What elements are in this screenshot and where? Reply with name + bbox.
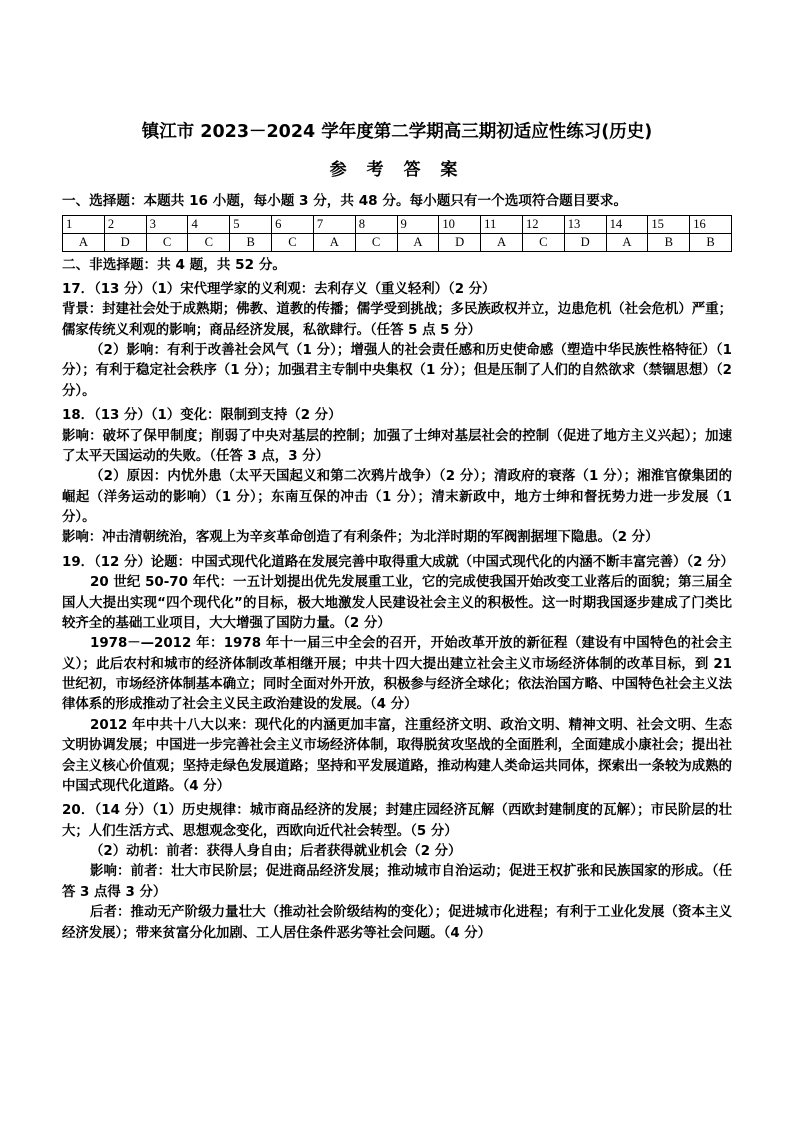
answer-line: （2）原因：内忧外患（太平天国起义和第二次鸦片战争）（2 分）；清政府的衰落（1 分）；湘淮官僚集团的崛起（洋务运动的影响）（1 分）；东南互保的冲击（1 分）；清末新政中，地方士绅和督抚势力进一步发展（1 分）。 — [62, 469, 733, 526]
answer-line: 19．（12 分）论题：中国式现代化道路在发展完善中取得重大成就（中国式现代化的内涵不断丰富完善）（2 分） — [62, 554, 734, 570]
answer-key-subtitle: 参 考 答 案 — [329, 159, 465, 180]
answer-value-cell: D — [564, 234, 606, 252]
answer-line: 影响：破坏了保甲制度；削弱了中央对基层的控制；加强了士绅对基层社会的控制（促进了地方主义兴起）；加速了太平天国运动的失败。（任答 3 点，3 分） — [62, 428, 732, 464]
answer-line: 影响：冲击清朝统治，客观上为辛亥革命创造了有利条件；为北洋时期的军阀割据埋下隐患。（2 分） — [62, 530, 659, 546]
answer-line: （2）影响：有利于改善社会风气（1 分）；增强人的社会责任感和历史使命感（塑造中华民族性格特征）（1 分）；有利于稳定社会秩序（1 分）；加强君主专制中央集权（1 分）；但是压制了人们的自然欲求（禁锢思想）（2 分）。 — [62, 343, 732, 399]
question-block-19 — [62, 553, 732, 798]
answer-line: 20 世纪 50-70 年代：一五计划提出优先发展重工业，它的完成使我国开始改变工业落后的面貌；第三届全国人大提出实现“四个现代化”的目标，极大地激发人民建设社会主义的积极性。这一时期我国逐步建成了门类比较齐全的基础工业项目，大大增强了国防力量。（2 分） — [62, 575, 732, 631]
answer-table-wrapper — [62, 215, 732, 252]
question-block-17 — [62, 280, 732, 402]
answer-line: 20．（14 分）（1）历史规律：城市商品经济的发展；封建庄园经济瓦解（西欧封建制度的瓦解）；市民阶层的壮大；人们生活方式、思想观念变化，西欧向近代社会转型。（5 分） — [62, 803, 732, 839]
answer-number-cell: 4 — [188, 216, 230, 234]
answer-line: 1978－—2012 年：1978 年十一届三中全会的召开，开始改革开放的新征程（建设有中国特色的社会主义）；此后农村和城市的经济体制改革相继开展；中共十四大提出建立社会主义市场经济体制的改革目标，到 21 世纪初，市场经济体制基本确立；同时全面对外开放，积极参与经济全球化；依法治国方略、中国特色社会主义法律体系的形成推动了社会主义民主政治建设的发展。（4 分） — [62, 636, 732, 713]
answer-value-cell: D — [439, 234, 481, 252]
answer-line: 背景：封建社会处于成熟期；佛教、道教的传播；儒学受到挑战；多民族政权并立，边患危机（社会危机）严重；儒家传统义利观的影响；商品经济发展，私欲肆行。（任答 5 点 5 分） — [62, 302, 732, 338]
answer-value-cell: C — [272, 234, 314, 252]
answer-number-cell: 7 — [313, 216, 355, 234]
answer-value-cell: A — [481, 234, 523, 252]
answer-line: 影响：前者：壮大市民阶层；促进商品经济发展；推动城市自治运动；促进王权扩张和民族国家的形成。（任答 3 点得 3 分） — [62, 864, 732, 900]
answer-number-cell: 11 — [481, 216, 523, 234]
answer-value-cell: A — [313, 234, 355, 252]
answer-number-cell: 3 — [146, 216, 188, 234]
answer-number-cell: 13 — [564, 216, 606, 234]
answer-value-cell: B — [230, 234, 272, 252]
answer-value-cell: A — [397, 234, 439, 252]
answer-value-cell: A — [606, 234, 648, 252]
answer-value-cell: C — [522, 234, 564, 252]
answer-number-cell: 1 — [63, 216, 105, 234]
answer-line: （2）动机：前者：获得人身自由；后者获得就业机会（2 分） — [90, 844, 462, 860]
answer-number-cell: 10 — [439, 216, 481, 234]
answer-number-cell: 2 — [104, 216, 146, 234]
question-block-18 — [62, 406, 732, 549]
answer-value-cell: D — [104, 234, 146, 252]
answer-value-cell: A — [63, 234, 105, 252]
answer-value-cell: B — [690, 234, 732, 252]
answer-line: 18．（13 分）（1）变化：限制到支持（2 分） — [62, 408, 342, 424]
answer-value-cell: C — [146, 234, 188, 252]
answer-number-cell: 5 — [230, 216, 272, 234]
multiple-choice-heading: 一、选择题：本题共 16 小题，每小题 3 分，共 48 分。每小题只有一个选项符合题目要求。 — [62, 192, 628, 209]
short-answer-heading: 二、非选择题：共 4 题，共 52 分。 — [62, 257, 287, 274]
answer-value-cell: B — [648, 234, 690, 252]
question-block-20 — [62, 801, 732, 944]
answer-number-cell: 15 — [648, 216, 690, 234]
answer-number-cell: 12 — [522, 216, 564, 234]
answer-line: 2012 年中共十八大以来：现代化的内涵更加丰富，注重经济文明、政治文明、精神文明、社会文明、生态文明协调发展；中国进一步完善社会主义市场经济体制，取得脱贫攻坚战的全面胜利，全面建成小康社会；提出社会主义核心价值观；坚持走绿色发展道路；坚持和平发展道路，推动构建人类命运共同体，探索出一条较为成熟的中国式现代化道路。（4 分） — [62, 717, 732, 794]
answer-value-cell: C — [188, 234, 230, 252]
answer-number-cell: 6 — [272, 216, 314, 234]
page-title: 镇江市 2023－2024 学年度第二学期高三期初适应性练习(历史) — [141, 122, 653, 142]
answer-number-cell: 9 — [397, 216, 439, 234]
answer-line: 17．（13 分）（1）宋代理学家的义利观：去利存义（重义轻利）（2 分） — [62, 281, 496, 297]
answer-number-cell: 14 — [606, 216, 648, 234]
answer-number-cell: 16 — [690, 216, 732, 234]
table-row-numbers — [63, 216, 732, 234]
answer-table — [62, 215, 732, 252]
answer-value-cell: C — [355, 234, 397, 252]
answer-line: 后者：推动无产阶级力量壮大（推动社会阶级结构的变化）；促进城市化进程；有利于工业化发展（资本主义经济发展）；带来贫富分化加剧、工人居住条件恶劣等社会问题。（4 分） — [62, 905, 732, 941]
table-row-answers — [63, 234, 732, 252]
answer-number-cell: 8 — [355, 216, 397, 234]
